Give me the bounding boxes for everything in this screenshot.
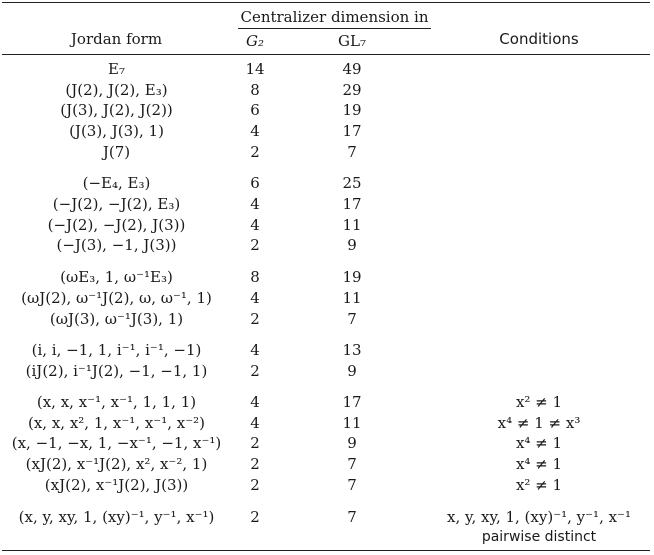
jordan-cell: (−J(2), −J(2), J(3))	[47, 216, 186, 234]
jordan-form-header: Jordan form	[70, 30, 163, 48]
jordan-cell: (−J(3), −1, J(3))	[56, 236, 177, 254]
condition-cell: x² ≠ 1	[515, 476, 563, 494]
centralizer-rule	[238, 28, 431, 29]
jordan-cell: (x, x, x², 1, x⁻¹, x⁻¹, x⁻²)	[27, 414, 206, 432]
condition-cell: x, y, xy, 1, (xy)⁻¹, y⁻¹, x⁻¹	[446, 508, 631, 526]
g2-cell: 14	[245, 60, 265, 78]
gl7-cell: 11	[342, 289, 362, 307]
g2-cell: 4	[250, 122, 260, 140]
condition-cell: x⁴ ≠ 1 ≠ x³	[497, 414, 581, 432]
jordan-cell: (J(3), J(2), J(2))	[60, 101, 173, 119]
jordan-cell: (xJ(2), x⁻¹J(2), x², x⁻², 1)	[25, 455, 208, 473]
gl7-header: GL₇	[338, 32, 366, 50]
gl7-cell: 49	[342, 60, 362, 78]
gl7-cell: 9	[347, 236, 357, 254]
g2-cell: 4	[250, 195, 260, 213]
g2-cell: 2	[250, 143, 260, 161]
jordan-cell: J(7)	[102, 143, 131, 161]
gl7-cell: 7	[347, 508, 357, 526]
bottom-rule	[2, 550, 650, 551]
gl7-cell: 7	[347, 455, 357, 473]
table-row	[0, 308, 654, 330]
gl7-cell: 17	[342, 122, 362, 140]
jordan-cell: (ωJ(3), ω⁻¹J(3), 1)	[49, 310, 184, 328]
table-row	[0, 234, 654, 256]
table-row	[0, 339, 654, 361]
jordan-cell: (−J(2), −J(2), E₃)	[52, 195, 181, 213]
jordan-cell: (iJ(2), i⁻¹J(2), −1, −1, 1)	[25, 362, 208, 380]
table-row	[0, 79, 654, 101]
gl7-cell: 17	[342, 393, 362, 411]
table-row	[0, 391, 654, 413]
gl7-cell: 9	[347, 434, 357, 452]
jordan-cell: (ωE₃, 1, ω⁻¹E₃)	[60, 268, 173, 286]
gl7-cell: 7	[347, 310, 357, 328]
table-row	[0, 474, 654, 496]
gl7-cell: 17	[342, 195, 362, 213]
gl7-cell: 7	[347, 143, 357, 161]
g2-cell: 4	[250, 289, 260, 307]
table-row	[0, 172, 654, 194]
table-row	[0, 287, 654, 309]
gl7-cell: 11	[342, 414, 362, 432]
g2-cell: 6	[250, 174, 260, 192]
gl7-cell: 7	[347, 476, 357, 494]
jordan-cell: (ωJ(2), ω⁻¹J(2), ω, ω⁻¹, 1)	[21, 289, 212, 307]
centralizer-header: Centralizer dimension in	[240, 8, 429, 26]
gl7-cell: 25	[342, 174, 362, 192]
gl7-cell: 19	[342, 268, 362, 286]
jordan-cell: E₇	[108, 60, 125, 78]
table-row	[0, 453, 654, 475]
table-row	[0, 266, 654, 288]
jordan-cell: (J(2), J(2), E₃)	[65, 81, 168, 99]
g2-cell: 2	[250, 310, 260, 328]
table-row	[0, 120, 654, 142]
condition-cell: x² ≠ 1	[515, 393, 563, 411]
g2-cell: 4	[250, 216, 260, 234]
condition-cell: x⁴ ≠ 1	[515, 434, 563, 452]
g2-cell: 8	[250, 268, 260, 286]
table-row	[0, 99, 654, 121]
table-row	[0, 360, 654, 382]
condition-continuation: pairwise distinct	[481, 529, 597, 545]
g2-cell: 2	[250, 362, 260, 380]
top-rule	[2, 2, 650, 3]
jordan-cell: (−E₄, E₃)	[82, 174, 151, 192]
jordan-cell: (i, i, −1, 1, i⁻¹, i⁻¹, −1)	[31, 341, 202, 359]
table-row	[0, 432, 654, 454]
jordan-cell: (x, −1, −x, 1, −x⁻¹, −1, x⁻¹)	[11, 434, 222, 452]
g2-cell: 8	[250, 81, 260, 99]
jordan-cell: (x, y, xy, 1, (xy)⁻¹, y⁻¹, x⁻¹)	[18, 508, 215, 526]
g2-cell: 4	[250, 414, 260, 432]
conditions-header: Conditions	[499, 30, 579, 48]
table-row	[0, 506, 654, 528]
table-row	[0, 412, 654, 434]
table-row	[0, 214, 654, 236]
gl7-cell: 13	[342, 341, 362, 359]
g2-cell: 2	[250, 236, 260, 254]
table-row	[0, 193, 654, 215]
gl7-cell: 29	[342, 81, 362, 99]
header-rule	[2, 54, 650, 55]
condition-cell: x⁴ ≠ 1	[515, 455, 563, 473]
g2-cell: 4	[250, 393, 260, 411]
g2-cell: 2	[250, 434, 260, 452]
g2-cell: 2	[250, 508, 260, 526]
g2-header: G₂	[246, 32, 264, 50]
g2-cell: 6	[250, 101, 260, 119]
gl7-cell: 19	[342, 101, 362, 119]
g2-cell: 4	[250, 341, 260, 359]
jordan-cell: (J(3), J(3), 1)	[69, 122, 164, 140]
jordan-cell: (x, x, x⁻¹, x⁻¹, 1, 1, 1)	[36, 393, 197, 411]
gl7-cell: 11	[342, 216, 362, 234]
g2-cell: 2	[250, 455, 260, 473]
table-row	[0, 58, 654, 80]
table-row	[0, 141, 654, 163]
g2-cell: 2	[250, 476, 260, 494]
gl7-cell: 9	[347, 362, 357, 380]
jordan-cell: (xJ(2), x⁻¹J(2), J(3))	[44, 476, 189, 494]
